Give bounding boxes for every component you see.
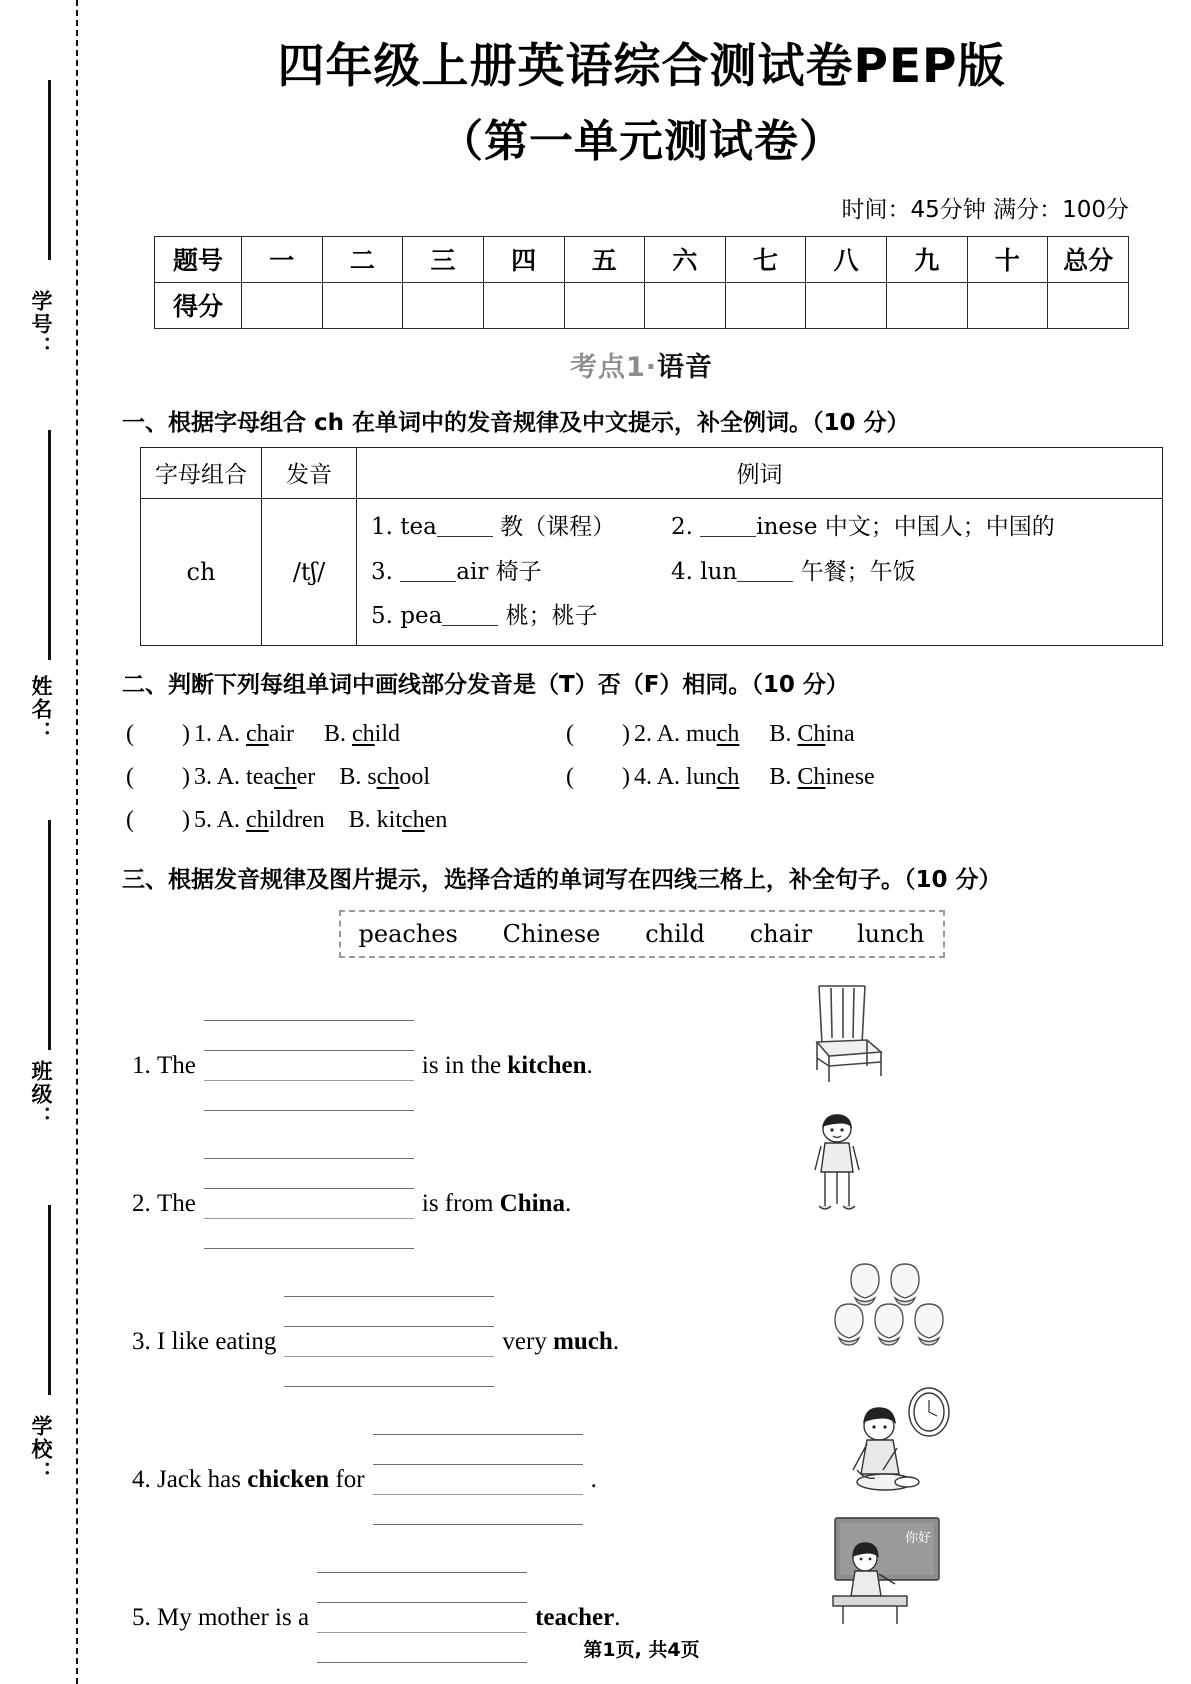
sentence-5-bold: teacher (535, 1604, 615, 1632)
sentence-1-after-pre: is in the (421, 1052, 502, 1080)
score-cell-8[interactable] (806, 282, 887, 328)
writing-grid-3[interactable] (284, 1296, 494, 1388)
score-col-3: 三 (403, 236, 484, 282)
example-1-blank[interactable] (437, 516, 493, 537)
sentence-2-after-post: . (564, 1190, 572, 1218)
example-3-meaning: 椅子 (495, 558, 542, 585)
question-2-heading: 二、判断下列每组单词中画线部分发音是（T）否（F）相同。（10 分） (122, 672, 849, 699)
example-1-pre: tea (400, 513, 437, 540)
score-cell-7[interactable] (725, 282, 806, 328)
table-row-header (155, 236, 1129, 282)
sentence-block-4 (92, 1390, 1191, 1510)
sentence-5-before: My mother is a (157, 1604, 310, 1632)
sentence-block-1 (92, 976, 1191, 1096)
example-5-pre: pea (400, 603, 443, 630)
tf-3-option-a: A. teacher (216, 764, 316, 790)
score-table (154, 236, 1129, 329)
writing-grid-4[interactable] (373, 1434, 583, 1526)
exam-page (92, 0, 1191, 1684)
sentence-block-5 (92, 1528, 1191, 1648)
tf-item-1[interactable] (126, 713, 566, 756)
score-col-6: 六 (645, 236, 726, 282)
sentence-5-after-post: . (614, 1604, 621, 1632)
score-table-label-score: 得分 (155, 282, 242, 328)
pron-examples-cell (357, 498, 1163, 646)
tf-5-option-a: A. children (216, 806, 325, 833)
sentence-2-bold: China (499, 1190, 565, 1218)
sentence-4-text (132, 1434, 597, 1526)
question-3-heading: 三、根据发音规律及图片提示，选择合适的单词写在四线三格上，补全句子。（10 分） (122, 867, 1002, 894)
example-row-1 (371, 505, 1162, 550)
table-row-ch (141, 498, 1163, 646)
side-label-school: 学校： (29, 1415, 53, 1484)
score-col-8: 八 (806, 236, 887, 282)
tf-4-num: 4. (634, 764, 652, 790)
score-cell-2[interactable] (322, 282, 403, 328)
word-bank-item-lunch[interactable]: lunch (856, 920, 925, 949)
tf-answer-box-3[interactable]: ( ) (126, 764, 190, 790)
sentence-4-before-post: for (335, 1466, 365, 1494)
example-item-2[interactable] (671, 505, 1162, 550)
sentence-1-bold: kitchen (507, 1052, 587, 1080)
tf-row-3-spacer (566, 799, 1006, 842)
page-subtitle: （第一单元测试卷） (439, 115, 844, 167)
side-rule-1 (48, 80, 51, 260)
blackboard-text: 你好 (905, 1531, 932, 1547)
example-2-num: 2. (671, 513, 693, 540)
score-col-2: 二 (322, 236, 403, 282)
chair-picture (795, 978, 891, 1093)
word-bank-item-peaches[interactable]: peaches (358, 920, 458, 949)
score-cell-total[interactable] (1048, 282, 1129, 328)
banner-gray-text: 考点1· (569, 351, 658, 383)
score-col-5: 五 (564, 236, 645, 282)
score-cell-4[interactable] (483, 282, 564, 328)
sentence-4-before-pre: Jack has (157, 1466, 241, 1494)
tf-1-option-b: B. child (324, 721, 401, 748)
example-item-5[interactable] (371, 594, 671, 639)
side-rule-3 (48, 820, 51, 1050)
example-3-num: 3. (371, 558, 393, 585)
score-col-1: 一 (242, 236, 323, 282)
example-1-meaning: 教（课程） (500, 513, 616, 540)
writing-grid-2[interactable] (204, 1158, 414, 1250)
writing-grid-1[interactable] (204, 1020, 414, 1112)
score-cell-5[interactable] (564, 282, 645, 328)
tf-answer-box-5[interactable]: ( ) (126, 806, 190, 833)
sentence-3-text (132, 1296, 619, 1388)
tf-1-option-a: A. chair (216, 721, 294, 748)
sentence-3-before: I like eating (157, 1328, 277, 1356)
sentence-4-after-post: . (590, 1466, 597, 1494)
pron-ipa-ch: /tʃ/ (262, 498, 357, 646)
score-col-4: 四 (483, 236, 564, 282)
score-cell-6[interactable] (645, 282, 726, 328)
tf-3-option-b: B. school (339, 764, 430, 790)
tf-4-option-b: B. Chinese (769, 764, 875, 790)
score-table-wrapper (92, 224, 1191, 329)
tf-answer-box-2[interactable]: ( ) (566, 721, 630, 748)
example-2-meaning: 中文；中国人；中国的 (824, 513, 1055, 540)
left-margin-strip (0, 0, 92, 1684)
tf-item-5[interactable] (126, 799, 566, 842)
tf-2-option-b: B. China (769, 721, 855, 748)
score-col-7: 七 (725, 236, 806, 282)
example-2-blank[interactable] (700, 516, 756, 537)
tf-2-option-a: A. much (656, 721, 740, 748)
tf-item-3[interactable] (126, 756, 566, 799)
tf-row-1 (126, 713, 1191, 756)
example-row-2 (371, 550, 1162, 595)
pron-header-sound: 发音 (262, 447, 357, 498)
sentence-4-num: 4. (132, 1466, 151, 1494)
boy-picture (801, 1112, 873, 1225)
true-false-list (92, 699, 1191, 841)
score-cell-10[interactable] (967, 282, 1048, 328)
word-bank (339, 910, 945, 958)
tf-2-num: 2. (634, 721, 652, 748)
sentence-1-text (132, 1020, 593, 1112)
sentence-3-after-post: . (612, 1328, 620, 1356)
example-row-3 (371, 594, 1162, 639)
pron-header-letters: 字母组合 (141, 447, 262, 498)
tf-answer-box-4[interactable]: ( ) (566, 764, 630, 790)
pron-header-examples: 例词 (357, 447, 1163, 498)
tf-item-2[interactable] (566, 713, 1006, 756)
example-3-blank[interactable] (400, 561, 456, 582)
sentence-3-after-pre: very (502, 1328, 547, 1356)
score-cell-1[interactable] (242, 282, 323, 328)
side-rule-4 (48, 1205, 51, 1395)
tf-answer-box-1[interactable]: ( ) (126, 721, 190, 748)
example-2-post: inese (756, 513, 818, 540)
score-cell-9[interactable] (887, 282, 968, 328)
score-col-10: 十 (967, 236, 1048, 282)
tf-row-3 (126, 799, 1191, 842)
boy-eating-lunch-picture (823, 1378, 963, 1509)
example-item-4[interactable] (671, 550, 1162, 595)
sentence-2-text (132, 1158, 571, 1250)
example-item-1[interactable] (371, 505, 671, 550)
example-4-num: 4. (671, 558, 693, 585)
section-banner (92, 345, 1191, 384)
sentence-3-bold: much (553, 1328, 613, 1356)
tf-5-num: 5. (194, 806, 212, 833)
example-row-3-spacer (671, 594, 1162, 639)
sentence-2-before: The (157, 1190, 196, 1218)
example-1-num: 1. (371, 513, 393, 540)
example-item-3[interactable] (371, 550, 671, 595)
peaches-picture (829, 1258, 959, 1359)
pronunciation-table-wrapper (92, 437, 1191, 647)
sentence-1-after-post: . (586, 1052, 593, 1080)
example-5-blank[interactable] (442, 605, 498, 626)
tf-1-num: 1. (194, 721, 212, 748)
side-label-student-id: 学号： (29, 290, 53, 359)
sentence-3-num: 3. (132, 1328, 151, 1356)
sentence-2-after-pre: is from (421, 1190, 494, 1218)
score-col-total: 总分 (1048, 236, 1129, 282)
example-5-meaning: 桃；桃子 (505, 603, 598, 630)
word-bank-item-chinese[interactable]: Chinese (502, 920, 601, 949)
page-title: 四年级上册英语综合测试卷PEP版 (277, 39, 1006, 94)
word-bank-item-child[interactable]: child (645, 920, 705, 949)
sentence-4-bold: chicken (247, 1466, 330, 1494)
question-1-heading: 一、根据字母组合 ch 在单词中的发音规律及中文提示，补全例词。（10 分） (122, 409, 910, 436)
example-4-meaning: 午餐；午饭 (800, 558, 916, 585)
tf-item-4[interactable] (566, 756, 1006, 799)
sentence-2-num: 2. (132, 1190, 151, 1218)
teacher-picture (819, 1514, 947, 1635)
dashed-cut-line (76, 0, 78, 1684)
word-bank-item-chair[interactable]: chair (749, 920, 813, 949)
exam-info: 时间：45分钟 满分：100分 (841, 196, 1129, 223)
pronunciation-table (140, 447, 1163, 647)
tf-4-option-a: A. lunch (656, 764, 740, 790)
score-cell-3[interactable] (403, 282, 484, 328)
example-3-post: air (456, 558, 489, 585)
sentence-5-num: 5. (132, 1604, 151, 1632)
sentence-block-2 (92, 1114, 1191, 1234)
sentence-block-3 (92, 1252, 1191, 1372)
side-rule-2 (48, 430, 51, 660)
tf-5-option-b: B. kitchen (348, 806, 448, 833)
sentence-1-num: 1. (132, 1052, 151, 1080)
score-table-label-number: 题号 (155, 236, 242, 282)
side-label-class: 班级： (29, 1060, 53, 1129)
banner-black-text: 语音 (657, 351, 714, 383)
tf-row-2 (126, 756, 1191, 799)
score-col-9: 九 (887, 236, 968, 282)
page-footer: 第1页, 共4页 (583, 1639, 700, 1661)
example-5-num: 5. (371, 603, 393, 630)
example-4-pre: lun (700, 558, 738, 585)
tf-3-num: 3. (194, 764, 212, 790)
example-4-blank[interactable] (737, 561, 793, 582)
table-row-scores (155, 282, 1129, 328)
table-row-header (141, 447, 1163, 498)
side-label-name: 姓名： (29, 675, 53, 744)
pron-letters-ch: ch (141, 498, 262, 646)
sentence-1-before: The (157, 1052, 196, 1080)
